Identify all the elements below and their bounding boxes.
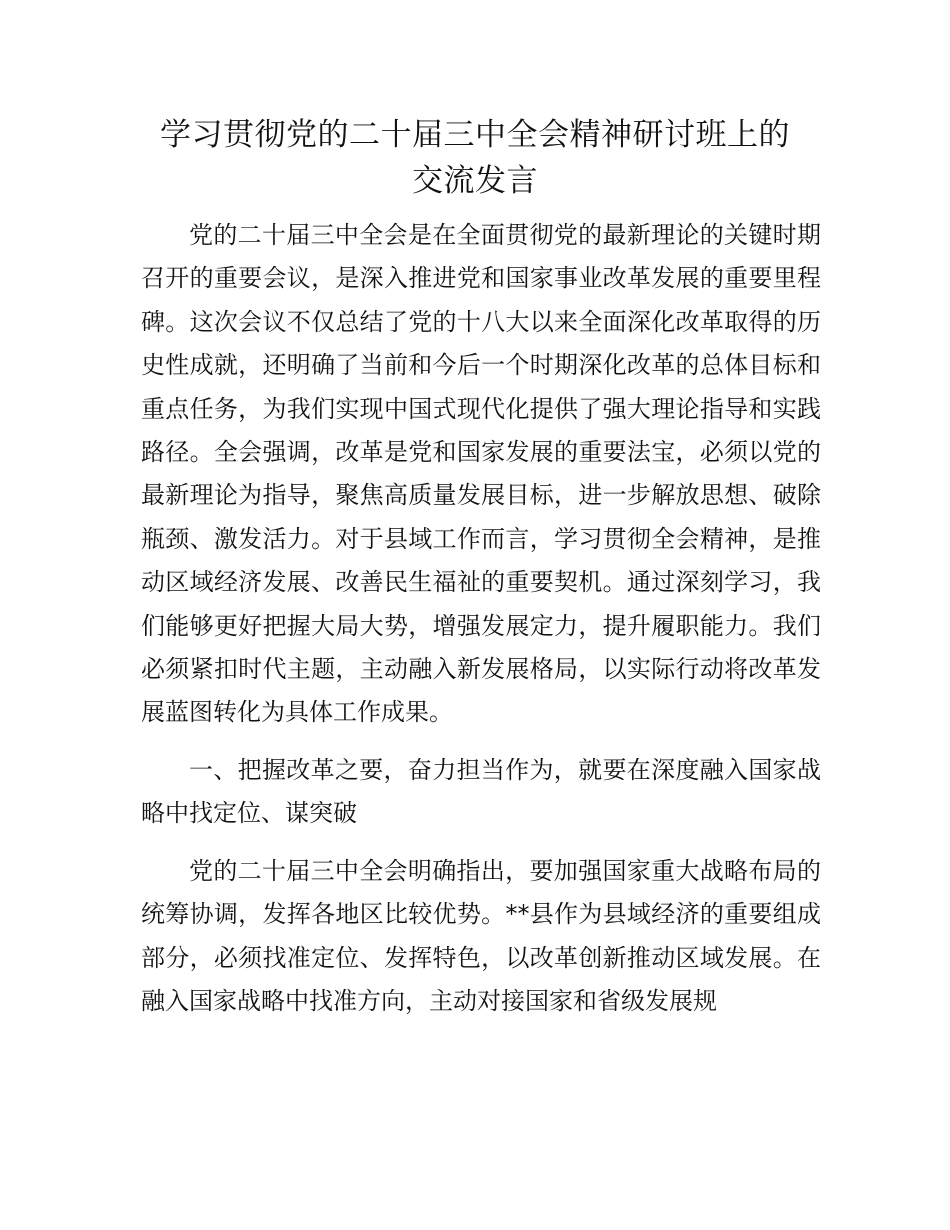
document-body (141, 214, 821, 1023)
section-heading-1: 一、把握改革之要，奋力担当作为，就要在深度融入国家战略中找定位、谋突破 (141, 755, 821, 828)
title-line-1: 学习贯彻党的二十届三中全会精神研讨班上的 (160, 117, 790, 153)
document-title (130, 112, 820, 204)
title-line-2: 交流发言 (412, 163, 538, 199)
paragraph-intro: 党的二十届三中全会是在全面贯彻党的最新理论的关键时期召开的重要会议，是深入推进党和国家事业改革发展的重要里程碑。这次会议不仅总结了党的十八大以来全面深化改革取得的历史性成就，还明确了当前和今后一个时期深化改革的总体目标和重点任务，为我们实现中国式现代化提供了强大理论指导和实践路径。全会强调，改革是党和国家发展的重要法宝，必须以党的最新理论为指导，聚焦高质量发展目标，进一步解放思想、破除瓶颈、激发活力。对于县域工作而言，学习贯彻全会精神，是推动区域经济发展、改善民生福祉的重要契机。通过深刻学习，我们能够更好把握大局大势，增强发展定力，提升履职能力。我们必须紧扣时代主题，主动融入新发展格局，以实际行动将改革发展蓝图转化为具体工作成果。 (141, 221, 821, 727)
paragraph-section-1: 党的二十届三中全会明确指出，要加强国家重大战略布局的统筹协调，发挥各地区比较优势。**县作为县域经济的重要组成部分，必须找准定位、发挥特色，以改革创新推动区域发展。在融入国家战略中找准方向，主动对接国家和省级发展规 (141, 856, 821, 1015)
